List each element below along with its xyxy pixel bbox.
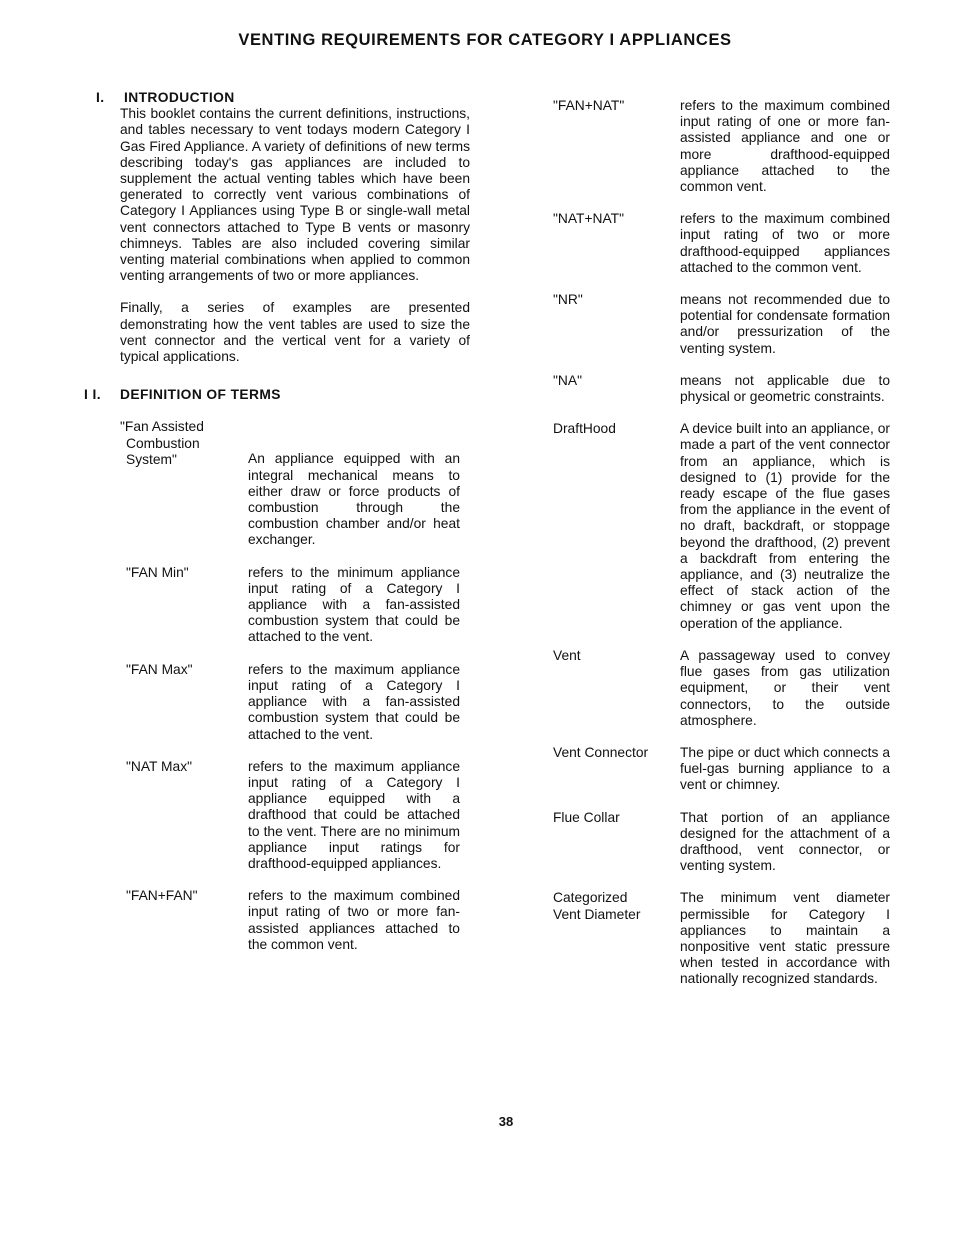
term-row [120,419,470,548]
term-label [120,662,248,743]
term-label: "NR" [553,292,583,308]
term-definition: A passageway used to convey flue gases from gas utilization equipment, or their vent connectors, to the outside atmosphere. [680,647,890,728]
term-line: Vent Diameter [553,906,641,922]
term-line: "Fan Assisted [120,419,204,435]
term-definition: An appliance equipped with an integral mechanical means to either draw or force products of combustion through the combustion chamber and/or heat exchanger. [248,451,460,548]
term-definition: refers to the maximum combined input rating of one or more fan-assisted appliance and one or more drafthood-equipped appliance attached to the common vent. [680,98,890,195]
left-term-list [120,419,470,952]
term-label: DraftHood [553,421,616,437]
term-label [553,890,680,987]
term-line: "FAN Max" [126,661,193,677]
term-row [120,888,470,953]
term-row [553,890,898,987]
term-label [120,759,248,872]
left-column [80,90,470,969]
term-definition: That portion of an appliance designed for the attachment of a drafthood, vent connector, or venting system. [680,809,890,874]
section-number: I I. [84,387,101,403]
term-label [120,888,248,953]
term-definition: refers to the maximum combined input rating of two or more drafthood-equipped appliances attached to the common vent. [680,211,890,275]
term-definition: refers to the maximum combined input rating of two or more fan-assisted appliances attached to the common vent. [248,888,460,952]
term-row [553,745,898,794]
term-line: Categorized [553,890,628,906]
term-line: "FAN+FAN" [126,888,198,904]
term-line: Combustion [126,435,200,451]
term-label [120,565,248,646]
term-row [553,373,898,405]
term-definition: means not recommended due to potential for condensate formation and/or pressurization of the venting system. [680,292,890,356]
term-label [120,419,248,548]
term-row [120,759,470,872]
section-heading-introduction [96,90,470,106]
term-row [553,810,898,875]
page-title: VENTING REQUIREMENTS FOR CATEGORY I APPLIANCES [238,31,732,49]
page-number: 38 [498,1114,514,1129]
term-label: Vent Connector [553,744,649,760]
term-label: Flue Collar [553,809,620,825]
right-column [553,98,898,1004]
term-definition: refers to the minimum appliance input rating of a Category I appliance with a fan-assisted combustion system that could be attached to the vent. [248,564,460,645]
term-definition: The pipe or duct which connects a fuel-gas burning appliance to a vent or chimney. [680,744,890,793]
term-row [553,648,898,729]
term-definition: The minimum vent diameter permissible for Category I appliances to maintain a nonpositive vent static pressure when tested in accordance with nationally recognized standards. [680,890,890,987]
term-row [120,565,470,646]
section-number: I. [96,90,105,105]
section-title: DEFINITION OF TERMS [120,387,281,403]
term-label: "NA" [553,372,582,388]
term-line: System" [126,451,177,467]
section-heading-definitions [84,387,470,403]
term-label: "FAN+NAT" [553,98,625,113]
term-row [553,98,898,195]
section-title: INTRODUCTION [124,90,235,105]
term-definition: refers to the maximum appliance input rating of a Category I appliance equipped with a drafthood that could be attached to the vent. There are no minimum appliance input ratings for drafthood-equipped appliances. [248,758,460,871]
term-label: "NAT+NAT" [553,211,624,227]
intro-paragraph-2: Finally, a series of examples are presented demonstrating how the vent tables are used to size the vent connector and the vertical vent for a variety of typical applications. [120,300,470,365]
term-row [553,292,898,357]
section-introduction [80,90,470,365]
term-definition: refers to the maximum appliance input rating of a Category I appliance with a fan-assisted combustion system that could be attached to the vent. [248,661,460,742]
intro-paragraph-1: This booklet contains the current definitions, instructions, and tables necessary to vent todays modern Category I Gas Fired Appliance. A variety of definitions of new terms describing today's gas appliances are included to supplement the actual venting tables which have been generated to correctly vent various combinations of Category I Appliances using Type B or single-wall metal vent connectors attached to Type B vents or masonry chimneys. Tables are also included covering similar venting material combinations when applied to common venting arrangements of two or more appliances. [120,106,470,284]
term-line: "FAN Min" [126,564,189,580]
term-definition: A device built into an appliance, or made a part of the vent connector from an appliance, which is designed to (1) provide for the ready escape of the flue gases from the appliance in the event of no draft, backdraft, or stoppage beyond the drafthood, (2) prevent a backdraft from entering the appliance, and (3) neutralize the effect of stack action of the chimney or gas vent upon the operation of the appliance. [680,421,890,631]
term-row [553,421,898,632]
term-label: Vent [553,647,581,663]
term-row [553,211,898,276]
term-row [120,662,470,743]
section-definitions [80,387,470,953]
term-definition: means not applicable due to physical or geometric constraints. [680,372,890,405]
term-line: "NAT Max" [126,758,193,774]
